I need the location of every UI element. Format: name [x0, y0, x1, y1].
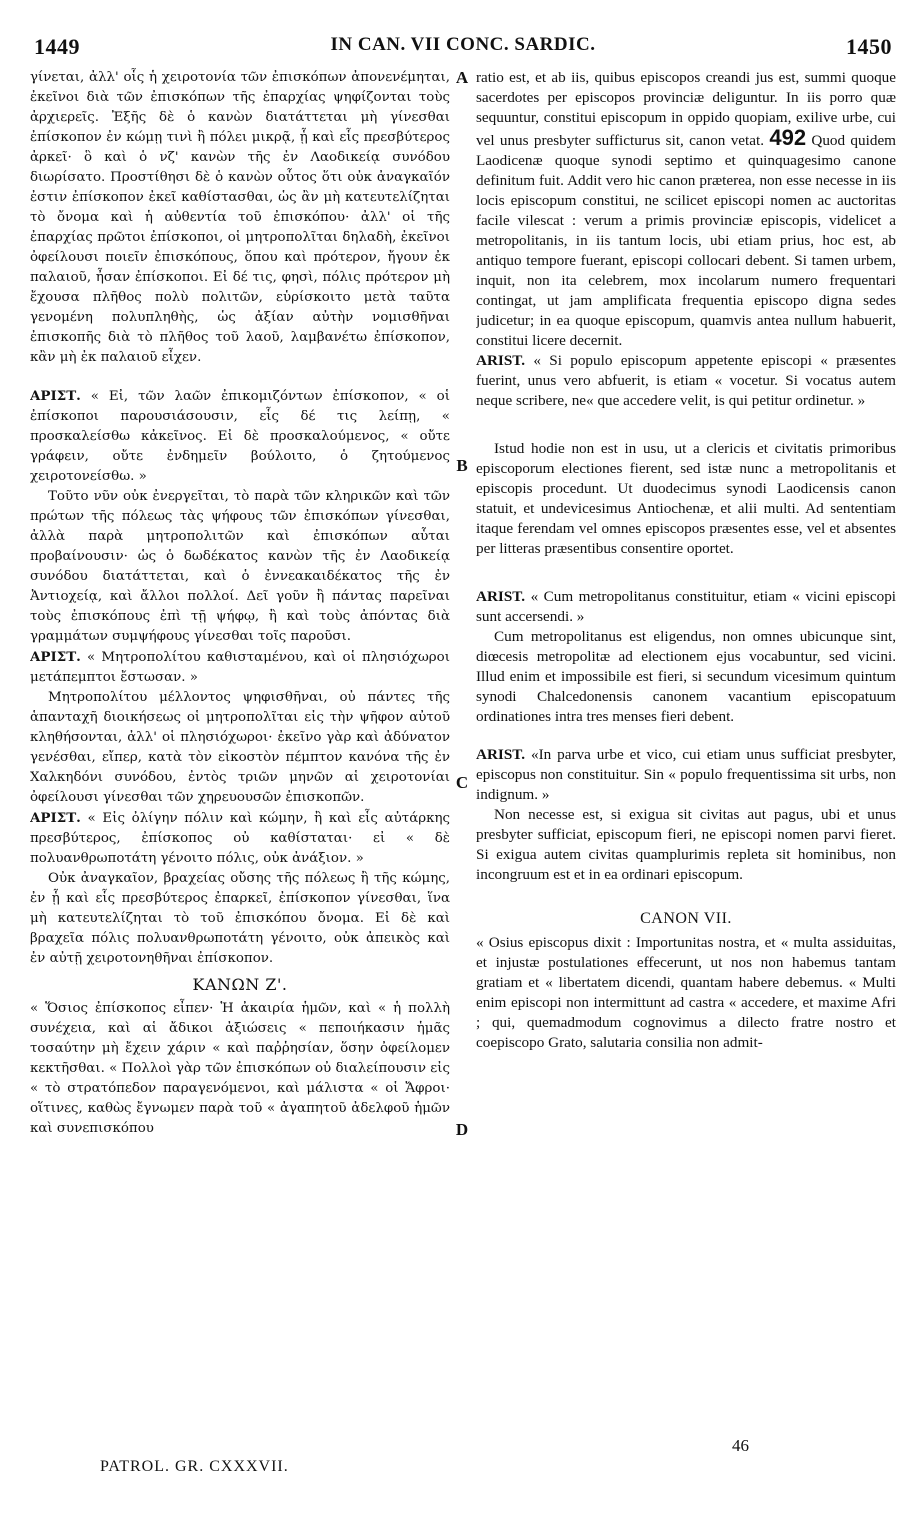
greek-paragraph-3: Μητροπολίτου μέλλοντος ψηφισθῆναι, οὐ πάντες τῆς ἁπανταχῆ διοικήσεως οἱ μητροπολῖται εἰς τὴν ψῆφον αὐτοῦ κληθήσονται, ἀλλ' οἱ πλησιόχωροι· ἐκεῖνο γὰρ καὶ ἀδύνατον γενέσθαι, εἴπερ, κατὰ τὸν εἰκοστὸν πέμπτον κανόνα τῆς ἐν Χαλκηδόνι συνόδου, ἐντὸς τριῶν μηνῶν αἱ χειροτονίαι ὀφείλουσι γίνεσθαι τῶν χηρευουσῶν ἐπισκοπῶν. — [30, 690, 450, 805]
latin-aristenus-1 — [476, 351, 896, 411]
latin-paragraph-2: Istud hodie non est in usu, ut a clericis et civitatis primoribus episcoporum electiones fierent, sed istæ nunc a metropolitanis et episcopis procedunt. Ut duodecimus synodi Laodicensis canon statuit, et undevicesimus Antiochenæ, et alii multi. Ad sententiam itaque ferendam vel omnes episcopos præsentes esse, vel et absentes per litteras præsentibus consentire oportet. — [476, 440, 896, 557]
latin-paragraph-1 — [476, 68, 896, 351]
greek-aristenus-text: « Εἰς ὀλίγην πόλιν καὶ κώμην, ἢ καὶ εἷς αὐτάρκης πρεσβύτερος, ἐπίσκοπος οὐ καθίσταται· εἰ « δὲ πολυανθρωποτάτη γένοιτο πόλις, οὐκ ἀνάξιον. » — [30, 811, 450, 866]
greek-paragraph-2: Τοῦτο νῦν οὐκ ἐνεργεῖται, τὸ παρὰ τῶν κληρικῶν καὶ τῶν πρώτων τῆς πόλεως τὰς ψήφους τῶν ἐπισκόπων γίνεσθαι, ἀλλὰ παρὰ μητροπολιτῶν καὶ ἐπισκόπων αὗται προβαίνουσιν· ὡς ὁ δωδέκατος κανὼν τῆς ἐν Λαοδικείᾳ συνόδου διατάττεται, καὶ ὁ ἐννεακαιδέκατος τῆς ἐν Ἀντιοχείᾳ, καὶ ἄλλοι πολλοί. Δεῖ γοῦν ἢ πάντας παρεῖναι τοὺς ἐπισκόπους ἐπὶ τῇ ψήφῳ, ἢ καὶ τοὺς ἀπόντας διὰ γραμμάτων συμψήφους γίνεσθαι τοῖς παροῦσι. — [30, 489, 450, 644]
latin-aristenus-text: « Cum metropolitanus constituitur, etiam « vicini episcopi sunt accersendi. » — [476, 588, 896, 625]
margin-letter-a: A — [455, 68, 469, 87]
latin-aristenus-label: ARIST. — [476, 746, 526, 763]
footer-signature-number: 46 — [732, 1436, 749, 1455]
greek-paragraph-1: γίνεται, ἀλλ' οἷς ἡ χειροτονία τῶν ἐπισκόπων ἀπονενέμηται, ἐκεῖνοι διὰ τῶν ἐπισκόπων τῆς ἐπαρχίας ψηφίζονται τοὺς ἀρχιερεῖς. Ἐξῆς δὲ ὁ κανὼν διατάττεται μὴ γίνεσθαι ἐπίσκοπον ἐν κώμῃ τινὶ ἢ πόλει μικρᾷ, ᾗ καὶ εἷς πρεσβύτερος ἀρκεῖ· ὃ καὶ ὁ νζ' κανὼν τῆς ἐν Λαοδικείᾳ συνόδου διωρίσατο. Προστίθησι δὲ ὁ κανὼν οὗτος ὅτι οὐκ ἀναγκαῖόν ἐστιν ἐπίσκοπον ἐκεῖ καθίστασθαι, ὡς ἂν μὴ κατευτελίζηται τὸ ὄνομα καὶ ἡ αὐθεντία τοῦ ἐπισκόπου· ἀλλ' οἱ τῆς ἐπαρχίας πρῶτοι ἐπίσκοποι, οἱ μητροπολῖται δηλαδὴ, ἐκεῖνοι ὀφείλουσι ποιεῖν ἐπισκόπους, ὅπου καὶ πρότερον, ἤγουν ἐκ παλαιοῦ, ἦσαν ἐπίσκοποι. Εἰ δέ τις, φησὶ, πόλις πρότερον μὴ ἔχουσα πλῆθος πολὺ πολιτῶν, εὑρίσκοιτο μετὰ ταῦτα γενομένη πολυπληθὴς, ὡς ἀξίαν αὐτὴν νομισθῆναι ἐπισκοπῆς διὰ τὸ πλῆθος τοῦ λαοῦ, λαμβανέτω ἐπίσκοπον, κἂν μὴ ἐκ παλαιοῦ εἶχεν. — [30, 70, 450, 365]
latin-canon-title: CANON VII. — [640, 910, 732, 927]
right-page-number: 1450 — [846, 34, 892, 59]
latin-paragraph-1-end: Quod quidem Laodicenæ quoque synodi septimo et quinquagesimo canone definitum fuit. Addit vero hic canon præterea, non esse necesse in iis locis episcopum constitui, ne scilicet episcopi nomen ac auctoritas facile vilescat : verum a primis provinciæ episcopis, videlicet a metropolitanis, in iis tantum locis, ubi etiam prius, hoc est, ab antiquo tempore fuerant, episcopi collocari debent. Si tamen urbem, inquit, non ita celebrem, mox incolarum numero frequentari contingat, ut jam amplificata frequentia episcopo digna sedes judicetur; in ea quoque episcopum, quamvis antea nullum habuerit, constitui licere decernit. — [476, 132, 896, 349]
margin-letter-c: C — [455, 773, 469, 792]
greek-aristenus-2 — [30, 647, 450, 688]
page-header — [30, 28, 896, 66]
margin-letter-b: B — [456, 456, 468, 475]
latin-aristenus-label: ARIST. — [476, 588, 526, 605]
greek-aristenus-text: « Μητροπολίτου καθισταμένου, καὶ οἱ πλησιόχωροι μετάπεμπτοι ἔστωσαν. » — [30, 650, 450, 685]
greek-aristenus-label: ΑΡΙΣΤ. — [30, 810, 81, 826]
latin-paragraph-3: Cum metropolitanus est eligendus, non omnes ubicunque sint, diœcesis metropolitæ ad electionem ejus vocabuntur, sed vicini. Illud enim et impossibile est fieri, si secundum vicesimum quintum synodi Chalcedonensis canonem vacantium episcopatuum ordinationes intra tres menses fieri debent. — [476, 628, 896, 725]
greek-canon-title: ΚΑΝΩΝ Ζ'. — [192, 975, 288, 994]
margin-letter-d: D — [455, 1120, 469, 1139]
latin-canon-text: « Osius episcopus dixit : Importunitas nostra, et « multa assiduitas, et injustæ postulationes effecerunt, ut nos non habemus tantam gratiam et « libertatem dicendi, quantam habere debemus. « Multi enim episcopi non intermittunt ad castra « accedere, et maxime Afri ; qui, quemadmodum cognovimus a dilecto fratre nostro et coepiscopo Grato, salutaria consilia non admit- — [476, 934, 896, 1051]
greek-aristenus-1 — [30, 386, 450, 487]
latin-aristenus-label: ARIST. — [476, 352, 526, 369]
greek-aristenus-text: « Εἰ, τῶν λαῶν ἐπικομιζόντων ἐπίσκοπον, « οἱ ἐπίσκοποι παρουσιάσουσιν, εἷς δέ τις λείπῃ, « προσκαλείσθω κἀκεῖνος. Εἰ δὲ προσκαλούμενος, « οὔτε γράφειν, οὔτε ἐνδημεῖν βούλοιτο, ὁ ζητούμενος χειροτονείσθω. » — [30, 389, 450, 484]
greek-column — [30, 68, 450, 1139]
latin-paragraph-1-start: ratio est, et ab iis, quibus episcopos creandi jus est, summi quoque sacerdotes per episcopos provinciæ deliguntur. In iis porro quæ sequuntur, constitui episcopum in oppido quopiam, exilive urbe, cui vel unus presbyter sufficturus sit, canon vetat. — [476, 69, 896, 149]
column-number: 492 — [769, 125, 807, 150]
greek-aristenus-3 — [30, 808, 450, 869]
latin-aristenus-3 — [476, 745, 896, 805]
greek-aristenus-label: ΑΡΙΣΤ. — [30, 388, 81, 404]
page — [30, 28, 896, 1528]
latin-column — [476, 68, 896, 1053]
footer-patrologia-volume: PATROL. GR. CXXXVII. — [100, 1458, 289, 1475]
latin-aristenus-2 — [476, 587, 896, 627]
greek-canon-text: « Ὅσιος ἐπίσκοπος εἶπεν· Ἡ ἀκαιρία ἡμῶν, καὶ « ἡ πολλὴ συνέχεια, καὶ αἱ ἄδικοι ἀξιώσεις « πεποιήκασιν ἡμᾶς τοσαύτην μὴ ἔχειν χάριν « καὶ παῤῥησίαν, ὅσην ὀφείλομεν κεκτῆσθαι. « Πολλοὶ γὰρ τῶν ἐπισκόπων οὐ διαλείπουσιν εἰς « τὸ στρατόπεδον παραγενόμενοι, καὶ μάλιστα « οἱ Ἄφροι· οἵτινες, καθὼς ἔγνωμεν παρὰ τοῦ « ἀγαπητοῦ ἀδελφοῦ ἡμῶν καὶ συνεπισκόπου — [30, 1001, 450, 1136]
greek-paragraph-4: Οὐκ ἀναγκαῖον, βραχείας οὔσης τῆς πόλεως ἢ τῆς κώμης, ἐν ᾗ καὶ εἷς πρεσβύτερος ἐπαρκεῖ, ἐπίσκοπον γίνεσθαι, ἵνα μὴ κατευτελίζηται τὸ τοῦ ἐπισκόπου ὄνομα. Εἰ δὲ καὶ βραχεῖα πόλις πολυανθρωποτάτη γένοιτο, οὐκ ἀπεικὸς καὶ ἐν αὐτῇ χειροτονηθῆναι ἐπίσκοπον. — [30, 871, 450, 966]
latin-paragraph-4: Non necesse est, si exigua sit civitas aut pagus, ubi et unus presbyter sufficiat, episcopum fieri, ne episcopi nomen parvi fieret. Si exigua autem civitas quamplurimis repleta sit hominibus, non incongruum est et in ea ordinari episcopum. — [476, 806, 896, 883]
running-title: IN CAN. VII CONC. SARDIC. — [330, 34, 596, 55]
greek-aristenus-label: ΑΡΙΣΤ. — [30, 649, 81, 665]
latin-aristenus-text: « Si populo episcopum appetente episcopi « præsentes fuerint, unus vero abfuerit, is etiam « vocetur. Si vocatus autem neque scribere, ne« que accedere velit, is qui petitur ordinetur. » — [476, 352, 896, 409]
left-page-number: 1449 — [34, 34, 80, 59]
latin-aristenus-text: «In parva urbe et vico, cui etiam unus sufficiat presbyter, episcopus non constituitur. Sin « populo frequentissima sit urbs, non indignum. » — [476, 746, 896, 803]
